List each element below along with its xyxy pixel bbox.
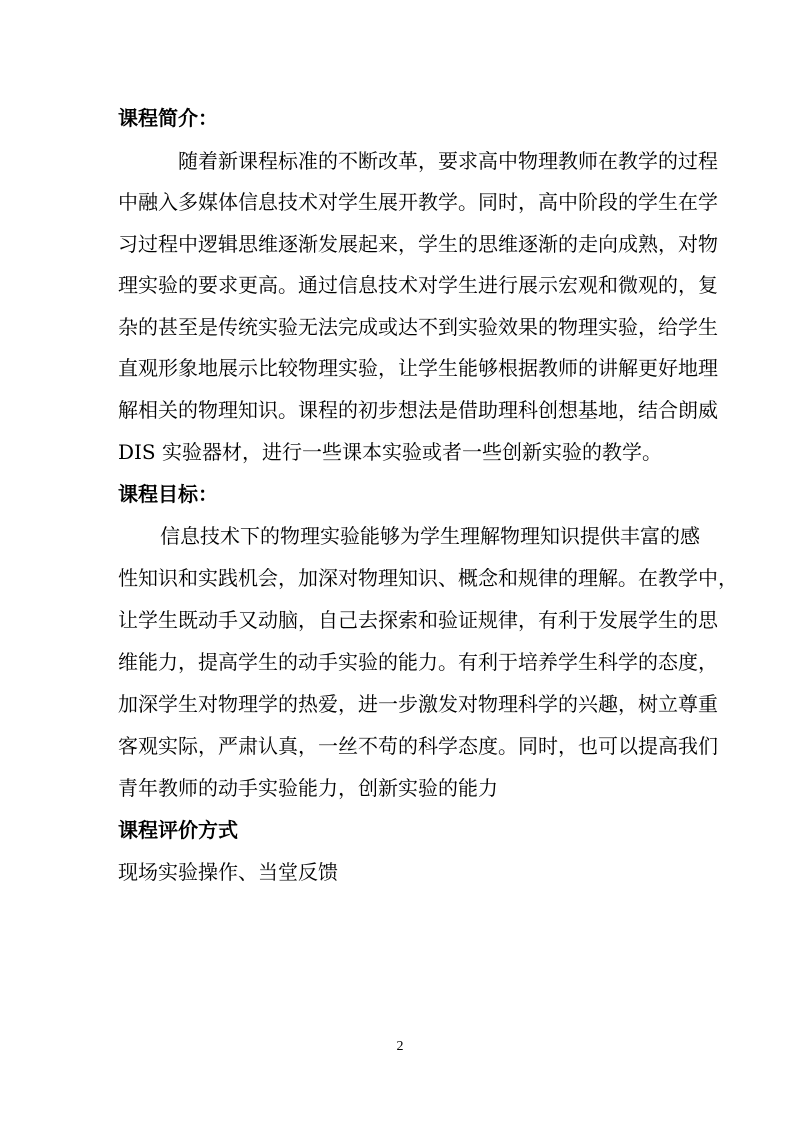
intro-line-1: 随着新课程标准的不断改革，要求高中物理教师在教学的过程	[178, 149, 718, 173]
intro-line-2: 中融入多媒体信息技术对学生展开教学。同时，高中阶段的学生在学	[118, 190, 718, 214]
intro-heading: 课程简介：	[118, 106, 218, 130]
page-number: 2	[396, 1039, 404, 1054]
goals-line-1: 信息技术下的物理实验能够为学生理解物理知识提供丰富的感	[160, 524, 700, 548]
evaluation-heading: 课程评价方式	[118, 818, 238, 842]
goals-line-4: 维能力，提高学生的动手实验的能力。有利于培养学生科学的态度，	[118, 650, 718, 674]
evaluation-line-1: 现场实验操作、当堂反馈	[118, 860, 338, 884]
intro-line-3: 习过程中逻辑思维逐渐发展起来，学生的思维逐渐的走向成熟，对物	[118, 232, 718, 256]
intro-line-4: 理实验的要求更高。通过信息技术对学生进行展示宏观和微观的，复	[118, 273, 718, 297]
goals-line-3: 让学生既动手又动脑，自己去探索和验证规律，有利于发展学生的思	[118, 608, 718, 632]
intro-line-6: 直观形象地展示比较物理实验，让学生能够根据教师的讲解更好地理	[118, 356, 718, 380]
goals-line-6: 客观实际，严肃认真，一丝不苟的科学态度。同时，也可以提高我们	[118, 734, 718, 758]
goals-line-7: 青年教师的动手实验能力，创新实验的能力	[118, 776, 498, 800]
goals-line-2: 性知识和实践机会，加深对物理知识、概念和规律的理解。在教学中，	[118, 566, 738, 590]
intro-line-5: 杂的甚至是传统实验无法完成或达不到实验效果的物理实验，给学生	[118, 315, 718, 339]
intro-line-7: 解相关的物理知识。课程的初步想法是借助理科创想基地，结合朗威	[118, 398, 718, 422]
goals-heading: 课程目标：	[118, 482, 218, 506]
intro-line-8: DIS 实验器材，进行一些课本实验或者一些创新实验的教学。	[118, 440, 662, 464]
goals-line-5: 加深学生对物理学的热爱，进一步激发对物理科学的兴趣，树立尊重	[118, 692, 718, 716]
